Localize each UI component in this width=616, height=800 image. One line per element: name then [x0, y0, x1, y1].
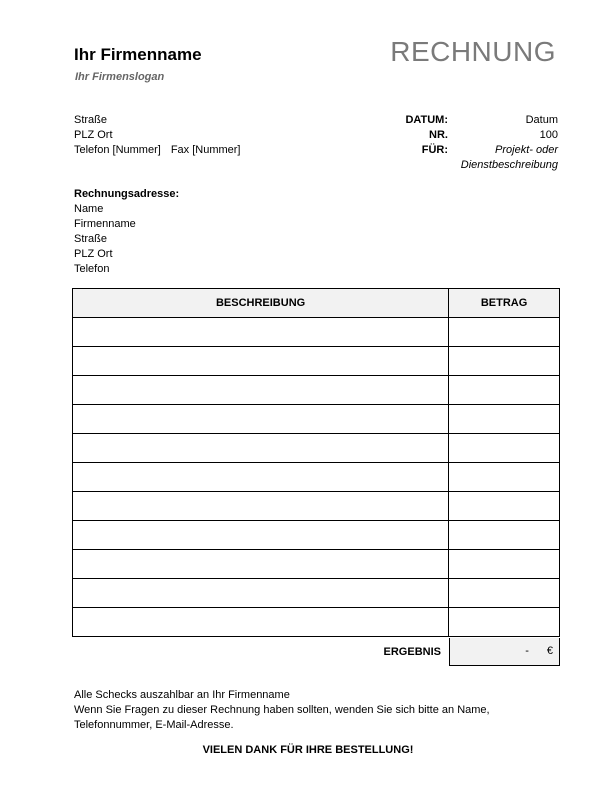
description-cell[interactable] [73, 318, 449, 347]
table-row [73, 347, 560, 376]
table-row [73, 463, 560, 492]
billing-heading: Rechnungsadresse: [74, 188, 180, 200]
amount-header: BETRAG [449, 289, 560, 318]
total-value: - [525, 645, 529, 657]
footer-line2: Wenn Sie Fragen zu dieser Rechnung haben sollten, wenden Sie sich bitte an Name, [74, 704, 490, 716]
description-cell[interactable] [73, 463, 449, 492]
billing-city: PLZ Ort [74, 248, 113, 260]
billing-company: Firmenname [74, 218, 136, 230]
table-row [73, 318, 560, 347]
meta-date-row [380, 113, 558, 128]
invoice-meta [380, 113, 558, 173]
table-row [73, 550, 560, 579]
thank-you-message: VIELEN DANK FÜR IHRE BESTELLUNG! [202, 744, 414, 756]
description-cell[interactable] [73, 521, 449, 550]
items-table [72, 288, 560, 637]
number-label: NR. [429, 129, 448, 141]
meta-for-row [380, 143, 558, 173]
description-header: BESCHREIBUNG [73, 289, 449, 318]
description-cell[interactable] [73, 434, 449, 463]
amount-cell[interactable] [449, 550, 560, 579]
sender-phone: Telefon [Nummer] [74, 144, 161, 156]
description-cell[interactable] [73, 376, 449, 405]
items-body [73, 318, 560, 637]
footer-line3: Telefonnummer, E-Mail-Adresse. [74, 719, 234, 731]
company-name: Ihr Firmenname [74, 45, 202, 64]
total-amount [449, 638, 560, 666]
billing-address [74, 187, 179, 277]
description-cell[interactable] [73, 550, 449, 579]
description-cell[interactable] [73, 492, 449, 521]
sender-city: PLZ Ort [74, 129, 113, 141]
amount-cell[interactable] [449, 608, 560, 637]
footer-notes [74, 688, 544, 733]
table-row [73, 376, 560, 405]
description-cell[interactable] [73, 347, 449, 376]
table-row [73, 608, 560, 637]
date-label: DATUM: [405, 114, 448, 126]
amount-cell[interactable] [449, 347, 560, 376]
date-value: Datum [525, 114, 558, 126]
billing-street: Straße [74, 233, 108, 245]
table-row [73, 405, 560, 434]
for-value [448, 143, 558, 173]
amount-cell[interactable] [449, 579, 560, 608]
meta-number-row [380, 128, 558, 143]
description-cell[interactable] [73, 405, 449, 434]
amount-cell[interactable] [449, 405, 560, 434]
sender-fax: Fax [Nummer] [170, 144, 241, 156]
description-cell[interactable] [73, 579, 449, 608]
amount-cell[interactable] [449, 521, 560, 550]
total-label: ERGEBNIS [383, 646, 441, 658]
amount-cell[interactable] [449, 434, 560, 463]
amount-cell[interactable] [449, 492, 560, 521]
table-row [73, 579, 560, 608]
for-value-line2: Dienstbeschreibung [460, 159, 558, 171]
document-title: RECHNUNG [390, 36, 556, 67]
amount-cell[interactable] [449, 376, 560, 405]
amount-cell[interactable] [449, 463, 560, 492]
footer-line1: Alle Schecks auszahlbar an Ihr Firmenname [74, 689, 290, 701]
sender-contact [74, 143, 251, 158]
sender-address [74, 113, 251, 158]
billing-name: Name [74, 203, 104, 215]
number-value: 100 [539, 129, 558, 141]
total-row [72, 638, 560, 666]
currency-symbol: € [546, 645, 553, 657]
company-slogan: Ihr Firmenslogan [75, 71, 165, 83]
for-value-line1: Projekt- oder [495, 144, 558, 156]
items-header-row [73, 289, 560, 318]
description-cell[interactable] [73, 608, 449, 637]
sender-street: Straße [74, 114, 108, 126]
table-row [73, 434, 560, 463]
table-row [73, 521, 560, 550]
amount-cell[interactable] [449, 318, 560, 347]
for-label: FÜR: [421, 144, 448, 156]
billing-phone: Telefon [74, 263, 110, 275]
table-row [73, 492, 560, 521]
